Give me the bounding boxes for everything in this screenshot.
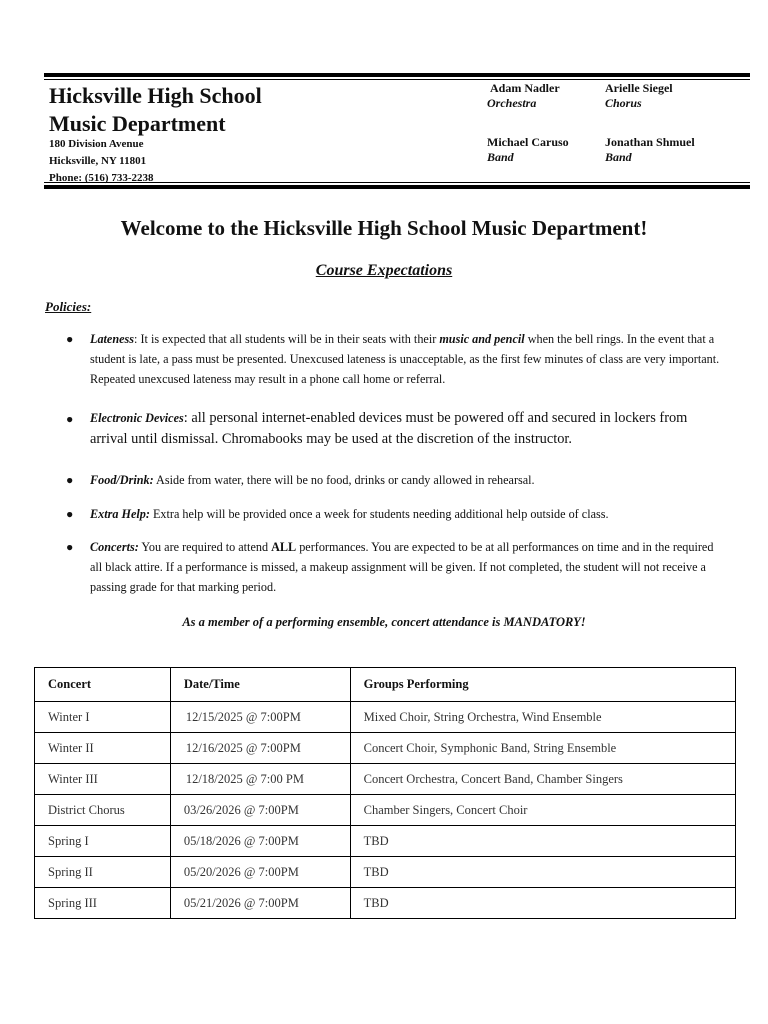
policy-food-drink	[66, 470, 726, 490]
letterhead-top-rule-thin	[44, 79, 750, 80]
bullet-icon: ●	[66, 507, 74, 521]
staff-name: Adam Nadler	[490, 81, 560, 95]
cell-date-time: 05/18/2026 @ 7:00PM	[170, 826, 350, 857]
cell-concert: Winter II	[35, 733, 171, 764]
bullet-icon: ●	[66, 412, 74, 426]
cell-groups: Chamber Singers, Concert Choir	[350, 795, 735, 826]
bullet-icon: ●	[66, 332, 74, 346]
policy-text: when the bell rings. In the event that a student is late, a pass must be presented. Unexcused lateness is unacceptable, as the first few minutes of class are very important. Repeated unexcused lateness may result in a phone call home or referral.	[90, 332, 720, 386]
cell-date-time: 05/20/2026 @ 7:00PM	[170, 857, 350, 888]
table-row	[35, 764, 736, 795]
letterhead-top-rule	[44, 73, 750, 77]
policy-emphasis: music and pencil	[439, 332, 525, 346]
cell-date-time: 05/21/2026 @ 7:00PM	[170, 888, 350, 919]
policy-label: Extra Help:	[90, 507, 150, 521]
staff-member	[487, 135, 569, 165]
staff-name: Arielle Siegel	[605, 81, 673, 95]
mandatory-notice: As a member of a performing ensemble, concert attendance is MANDATORY!	[182, 615, 586, 629]
table-row	[35, 795, 736, 826]
policy-concerts	[66, 537, 726, 597]
policy-label: Lateness	[90, 332, 135, 346]
policy-text: You are required to attend	[138, 540, 272, 554]
cell-concert: Spring III	[35, 888, 171, 919]
policy-label: Concerts:	[90, 540, 139, 554]
cell-groups: TBD	[350, 888, 735, 919]
policy-text: Extra help will be provided once a week for students needing additional help outside of class.	[149, 507, 609, 521]
policy-lateness	[66, 329, 726, 389]
policy-label: Electronic Devices	[90, 411, 184, 425]
staff-member	[487, 81, 560, 111]
table-row	[35, 733, 736, 764]
address-street: 180 Division Avenue	[49, 138, 144, 150]
cell-groups: Concert Orchestra, Concert Band, Chamber Singers	[350, 764, 735, 795]
header-date-time: Date/Time	[170, 668, 350, 702]
cell-date-time: 12/18/2025 @ 7:00 PM	[170, 764, 350, 795]
cell-concert: Spring I	[35, 826, 171, 857]
cell-concert: District Chorus	[35, 795, 171, 826]
cell-groups: TBD	[350, 826, 735, 857]
letterhead-bottom-rule	[44, 185, 750, 189]
table-row	[35, 888, 736, 919]
policy-label: Food/Drink:	[90, 473, 154, 487]
table-row	[35, 826, 736, 857]
cell-date-time: 03/26/2026 @ 7:00PM	[170, 795, 350, 826]
welcome-title: Welcome to the Hicksville High School Music Department!	[120, 216, 648, 240]
cell-groups: Mixed Choir, String Orchestra, Wind Ensemble	[350, 702, 735, 733]
bullet-icon: ●	[66, 473, 74, 487]
staff-role: Band	[605, 150, 632, 164]
staff-name: Michael Caruso	[487, 135, 569, 149]
course-expectations-heading: Course Expectations	[315, 262, 453, 279]
concert-schedule-table	[34, 667, 736, 919]
cell-concert: Winter III	[35, 764, 171, 795]
cell-groups: Concert Choir, Symphonic Band, String Ensemble	[350, 733, 735, 764]
policy-emphasis: ALL	[271, 540, 297, 554]
staff-member	[605, 81, 673, 111]
school-name-line2: Music Department	[49, 111, 226, 136]
cell-date-time: 12/15/2025 @ 7:00PM	[170, 702, 350, 733]
staff-name: Jonathan Shmuel	[605, 135, 695, 149]
table-header-row	[35, 668, 736, 702]
policy-extra-help	[66, 504, 726, 524]
header-groups-performing: Groups Performing	[350, 668, 735, 702]
staff-role: Orchestra	[487, 96, 537, 110]
bullet-icon: ●	[66, 540, 74, 554]
staff-role: Chorus	[605, 96, 642, 110]
cell-concert: Spring II	[35, 857, 171, 888]
policy-text: : It is expected that all students will be in their seats with their	[134, 332, 440, 346]
policy-text: performances. You are expected to be at all performances on time and in the required all black attire. If a performance is missed, a makeup assignment will be given. If not completed, the student will not receive a passing grade for that marking period.	[90, 540, 714, 594]
school-name	[49, 82, 262, 138]
cell-concert: Winter I	[35, 702, 171, 733]
cell-groups: TBD	[350, 857, 735, 888]
table-row	[35, 702, 736, 733]
policies-heading: Policies:	[45, 299, 92, 314]
policy-text: : all personal internet-enabled devices must be powered off and secured in lockers from arrival until dismissal. Chromabooks may be used at the discretion of the instructor.	[90, 410, 688, 447]
header-concert: Concert	[35, 668, 171, 702]
cell-date-time: 12/16/2025 @ 7:00PM	[170, 733, 350, 764]
policy-electronic-devices	[66, 408, 726, 450]
staff-role: Band	[487, 150, 514, 164]
policy-text: Aside from water, there will be no food, drinks or candy allowed in rehearsal.	[153, 473, 535, 487]
staff-member	[605, 135, 695, 165]
school-name-line1: Hicksville High School	[49, 83, 262, 108]
address-phone: Phone: (516) 733-2238	[49, 172, 154, 184]
address-city: Hicksville, NY 11801	[49, 155, 147, 167]
table-row	[35, 857, 736, 888]
